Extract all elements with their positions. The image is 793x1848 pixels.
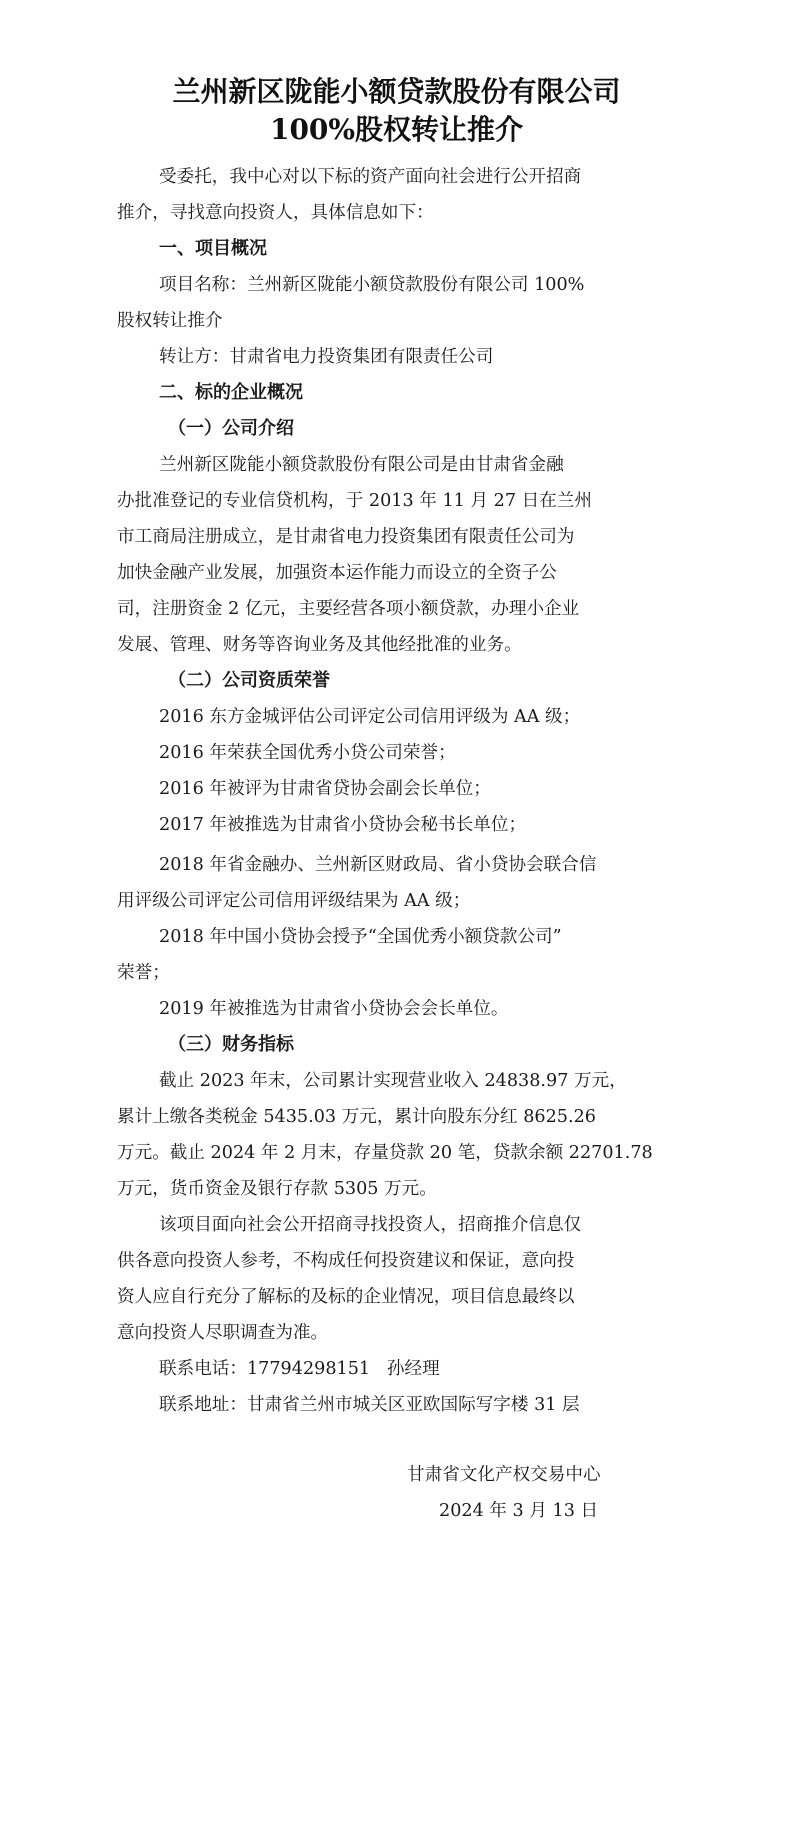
disclaimer-line: 资人应自行充分了解标的及标的企业情况，项目信息最终以 xyxy=(117,1287,575,1307)
project-name-line: 股权转让推介 xyxy=(117,311,223,331)
honors-heading: （二）公司资质荣誉 xyxy=(168,670,330,691)
honor-line: 2017 年被推选为甘肃省小贷协会秘书长单位； xyxy=(159,815,527,835)
company-intro-line: 司，注册资金 2 亿元，主要经营各项小额贷款，办理小企业 xyxy=(117,599,580,619)
intro-line: 推介，寻找意向投资人，具体信息如下： xyxy=(117,203,434,223)
signature-org: 甘肃省文化产权交易中心 xyxy=(407,1465,601,1485)
contact-address: 联系地址：甘肃省兰州市城关区亚欧国际写字楼 31 层 xyxy=(159,1395,580,1415)
honor-line: 2016 年荣获全国优秀小贷公司荣誉； xyxy=(159,743,456,763)
honor-line: 2018 年省金融办、兰州新区财政局、省小贷协会联合信 xyxy=(159,855,597,875)
contact-phone: 联系电话：17794298151 孙经理 xyxy=(159,1359,440,1379)
document-title-line1: 兰州新区陇能小额贷款股份有限公司 xyxy=(172,75,621,108)
honor-line: 2019 年被推选为甘肃省小贷协会会长单位。 xyxy=(159,999,509,1019)
company-intro-line: 加快金融产业发展，加强资本运作能力而设立的全资子公 xyxy=(117,563,557,583)
finance-line: 万元，货币资金及银行存款 5305 万元。 xyxy=(117,1179,437,1199)
section1-heading: 一、项目概况 xyxy=(159,238,267,259)
company-intro-heading: （一）公司介绍 xyxy=(168,418,294,439)
company-intro-line: 发展、管理、财务等咨询业务及其他经批准的业务。 xyxy=(117,635,522,655)
finance-line: 截止 2023 年末，公司累计实现营业收入 24838.97 万元， xyxy=(159,1071,627,1091)
honor-line: 2016 东方金城评估公司评定公司信用评级为 AA 级； xyxy=(159,707,581,727)
company-intro-line: 兰州新区陇能小额贷款股份有限公司是由甘肃省金融 xyxy=(159,455,564,475)
section2-heading: 二、标的企业概况 xyxy=(159,382,303,403)
honor-line: 2016 年被评为甘肃省贷协会副会长单位； xyxy=(159,779,491,799)
honor-line: 荣誉； xyxy=(117,963,170,983)
disclaimer-line: 该项目面向社会公开招商寻找投资人，招商推介信息仅 xyxy=(159,1215,582,1235)
finance-line: 万元。截止 2024 年 2 月末，存量贷款 20 笔，贷款余额 22701.78 xyxy=(117,1143,653,1163)
signature-date: 2024 年 3 月 13 日 xyxy=(439,1501,599,1521)
finance-heading: （三）财务指标 xyxy=(168,1034,294,1055)
company-intro-line: 市工商局注册成立，是甘肃省电力投资集团有限责任公司为 xyxy=(117,527,575,547)
finance-line: 累计上缴各类税金 5435.03 万元，累计向股东分红 8625.26 xyxy=(117,1107,596,1127)
document-title-line2: 100%股权转让推介 xyxy=(269,113,524,146)
transferor-line: 转让方：甘肃省电力投资集团有限责任公司 xyxy=(159,347,494,367)
intro-line: 受委托，我中心对以下标的资产面向社会进行公开招商 xyxy=(159,167,582,187)
disclaimer-line: 供各意向投资人参考，不构成任何投资建议和保证，意向投 xyxy=(117,1251,575,1271)
honor-line: 用评级公司评定公司信用评级结果为 AA 级； xyxy=(117,891,471,911)
honor-line: 2018 年中国小贷协会授予“全国优秀小额贷款公司” xyxy=(159,927,562,947)
project-name-line: 项目名称：兰州新区陇能小额贷款股份有限公司 100% xyxy=(159,275,585,295)
disclaimer-line: 意向投资人尽职调查为准。 xyxy=(117,1323,329,1343)
company-intro-line: 办批准登记的专业信贷机构，于 2013 年 11 月 27 日在兰州 xyxy=(117,491,592,511)
